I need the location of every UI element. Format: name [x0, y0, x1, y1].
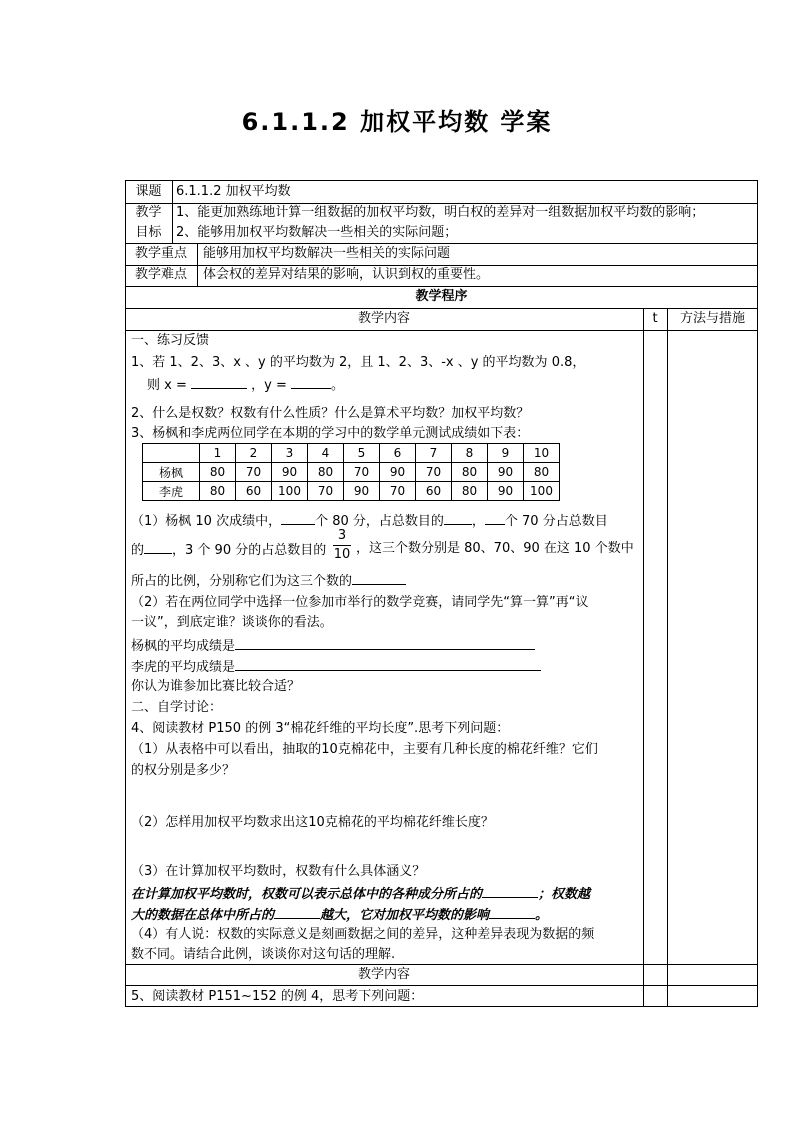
question-who: 你认为谁参加比赛比较合适？	[131, 679, 301, 694]
score-table	[142, 443, 560, 501]
question-1: 1、若 1、2、3、x 、y 的平均数为 2，且 1、2、3、-x 、y 的平均数为 0.8，	[131, 355, 586, 370]
page-title: 6.1.1.2 加权平均数 学案	[241, 108, 553, 136]
score-cell: 90	[488, 463, 524, 482]
score-cell: 80	[452, 463, 488, 482]
blank[interactable]	[352, 570, 406, 585]
score-cell: 90	[488, 482, 524, 501]
text: 的	[131, 543, 145, 558]
question-4-1: （1）从表格中可以看出，抽取的10克棉花中，主要有几种长度的棉花纤维？它们	[131, 742, 598, 757]
goal-label: 目标	[135, 225, 162, 240]
average-li	[131, 656, 541, 678]
text: 。	[535, 908, 549, 923]
header-cell	[143, 444, 200, 463]
question-4-4: 数不同。请结合此例，谈谈你对这句话的理解.	[131, 947, 396, 962]
answer-label: ，y =	[246, 378, 291, 393]
text: 李虎的平均成绩是	[131, 660, 236, 675]
text: ；权数越	[538, 887, 591, 902]
t-heading: t	[652, 311, 658, 326]
content-heading: 教学内容	[357, 311, 410, 326]
blank[interactable]	[144, 539, 172, 554]
divider	[667, 308, 668, 1007]
score-cell: 80	[200, 463, 236, 482]
table-row	[143, 444, 560, 463]
score-cell: 80	[452, 482, 488, 501]
question-3-1	[131, 570, 406, 592]
text: 在计算加权平均数时，权数可以表示总体中的各种成分所占的	[131, 887, 483, 902]
blank[interactable]	[485, 510, 505, 525]
question-3-1: ，这三个数分别是 80、70、90 在这 10 个数中	[356, 541, 634, 556]
header-cell: 7	[416, 444, 452, 463]
procedure-heading: 教学程序	[415, 289, 468, 304]
student-name: 李虎	[143, 482, 200, 501]
question-4-2: （2）怎样用加权平均数求出这10克棉花的平均棉花纤维长度？	[131, 815, 494, 830]
header-cell: 2	[236, 444, 272, 463]
question-4-3: （3）在计算加权平均数时，权数有什么具体涵义？	[131, 864, 426, 879]
header-cell: 4	[308, 444, 344, 463]
question-2: 2、什么是权数？权数有什么性质？什么是算术平均数？加权平均数？	[131, 406, 530, 421]
score-cell: 80	[200, 482, 236, 501]
header-cell: 8	[452, 444, 488, 463]
key-value: 能够用加权平均数解决一些相关的实际问题	[203, 246, 451, 261]
question-3-1	[131, 510, 608, 532]
table-row	[143, 482, 560, 501]
emphasis-line	[131, 883, 590, 905]
goal-2: 2、能够用加权平均数解决一些相关的实际问题；	[176, 225, 458, 240]
header-cell: 10	[524, 444, 560, 463]
score-cell: 60	[416, 482, 452, 501]
section-heading: 一、练习反馈	[131, 333, 210, 348]
score-cell: 80	[308, 463, 344, 482]
question-4-1: 的权分别是多少？	[131, 763, 236, 778]
text: ，	[471, 514, 485, 529]
key-label: 教学重点	[134, 246, 187, 261]
blank[interactable]	[235, 656, 541, 671]
question-3: 3、杨枫和李虎两位同学在本期的学习中的数学单元测试成绩如下表：	[131, 426, 530, 441]
score-cell: 90	[344, 482, 380, 501]
header-cell: 6	[380, 444, 416, 463]
score-cell: 70	[416, 463, 452, 482]
blank[interactable]	[444, 510, 472, 525]
goal-label: 教学	[135, 205, 162, 220]
score-cell: 90	[272, 463, 308, 482]
header-cell: 1	[200, 444, 236, 463]
blank[interactable]	[281, 510, 315, 525]
question-4: 4、阅读教材 P150 的例 3“棉花纤维的平均长度”.思考下列问题：	[131, 721, 510, 736]
header-cell: 3	[272, 444, 308, 463]
score-cell: 70	[236, 463, 272, 482]
blank[interactable]	[482, 883, 538, 898]
score-cell: 80	[524, 463, 560, 482]
score-cell: 100	[272, 482, 308, 501]
text: 个 80 分，占总数目的	[315, 514, 444, 529]
fraction-numerator: 3	[337, 528, 347, 543]
header-cell: 9	[488, 444, 524, 463]
divider	[125, 985, 758, 986]
question-3-2: （2）若在两位同学中选择一位参加市举行的数学竞赛，请同学先“算一算”再“议	[131, 595, 589, 610]
emphasis-line	[131, 904, 548, 926]
blank[interactable]	[235, 635, 535, 650]
score-cell: 70	[380, 482, 416, 501]
fraction-bar	[333, 545, 351, 546]
divider	[197, 243, 198, 286]
topic-value: 6.1.1.2 加权平均数	[176, 184, 291, 199]
question-5: 5、阅读教材 P151~152 的例 4，思考下列问题：	[131, 989, 424, 1004]
answer-blank-x[interactable]	[191, 374, 247, 389]
fraction	[333, 528, 351, 563]
score-cell: 60	[236, 482, 272, 501]
text: ，3 个 90 分的占总数目的	[172, 543, 327, 558]
text: 越大，它对加权平均数的影响	[320, 908, 490, 923]
average-yang	[131, 635, 535, 657]
divider	[172, 180, 173, 243]
goal-1: 1、能更加熟练地计算一组数据的加权平均数，明白权的差异对一组数据加权平均数的影响；	[176, 205, 705, 220]
score-cell: 100	[524, 482, 560, 501]
section-heading: 二、自学讨论：	[131, 700, 223, 715]
punctuation: 。	[330, 378, 344, 393]
score-cell: 70	[344, 463, 380, 482]
fraction-denominator: 10	[333, 547, 351, 562]
divider	[125, 330, 758, 331]
question-1-answer	[147, 374, 344, 396]
topic-label: 课题	[135, 184, 162, 199]
question-3-1	[131, 539, 326, 561]
header-cell: 5	[344, 444, 380, 463]
text: 个 70 分占总数目	[504, 514, 608, 529]
question-3-2: 一议”，到底定谁？谈谈你的看法。	[131, 615, 333, 630]
divider	[643, 308, 644, 1007]
student-name: 杨枫	[143, 463, 200, 482]
score-cell: 90	[380, 463, 416, 482]
score-cell: 70	[308, 482, 344, 501]
difficulty-value: 体会权的差异对结果的影响，认识到权的重要性。	[203, 267, 490, 282]
text: 杨枫的平均成绩是	[131, 639, 236, 654]
blank[interactable]	[274, 904, 320, 919]
answer-blank-y[interactable]	[291, 374, 331, 389]
text: 大的数据在总体中所占的	[131, 908, 275, 923]
blank[interactable]	[489, 904, 535, 919]
table-row	[143, 463, 560, 482]
text: 所占的比例，分别称它们为这三个数的	[131, 574, 353, 589]
method-heading: 方法与措施	[679, 311, 745, 326]
answer-label: 则 x =	[147, 378, 191, 393]
difficulty-label: 教学难点	[134, 267, 187, 282]
content-heading: 教学内容	[357, 967, 410, 982]
text: （1）杨枫 10 次成绩中，	[131, 514, 282, 529]
question-4-4: （4）有人说：权数的实际意义是刻画数据之间的差异，这种差异表现为数据的频	[131, 927, 595, 942]
